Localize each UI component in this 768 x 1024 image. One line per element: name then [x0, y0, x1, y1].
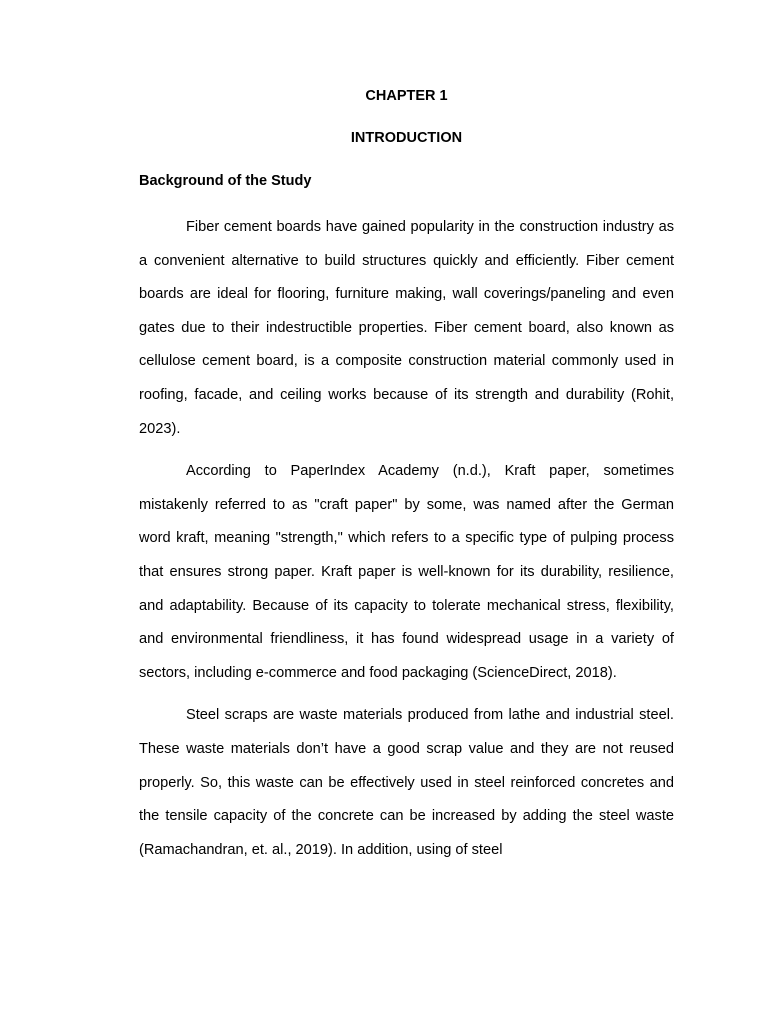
paragraph-kraft-paper: According to PaperIndex Academy (n.d.), Kraft paper, sometimes mistakenly referred to as "craft paper" by some, was named after the German word kraft, meaning "strength," which refers to a specific type of pulping process that ensures strong paper. Kraft paper is well-known for its durability, resilience, and adaptability. Because of its capacity to tolerate mechanical stress, flexibility, and environmental friendliness, it has found widespread usage in a variety of sectors, including e-commerce and food packaging (ScienceDirect, 2018). — [139, 463, 674, 681]
page-title: INTRODUCTION — [350, 130, 463, 146]
paragraph-fiber-cement: Fiber cement boards have gained popularity in the construction industry as a convenient alternative to build structures quickly and efficiently. Fiber cement boards are ideal for flooring, furniture making, wall coverings/paneling and even gates due to their indestructible properties. Fiber cement board, also known as cellulose cement board, is a composite construction material commonly used in roofing, facade, and ceiling works because of its strength and durability (Rohit, 2023). — [139, 219, 674, 437]
paragraph-steel-scraps: Steel scraps are waste materials produced from lathe and industrial steel. These waste materials don’t have a good scrap value and they are not reused properly. So, this waste can be effectively used in steel reinforced concretes and the tensile capacity of the concrete can be increased by adding the steel waste (Ramachandran, et. al., 2019). In addition, using of steel — [139, 707, 674, 858]
document-page — [139, 84, 674, 876]
section-heading: Background of the Study — [139, 173, 312, 189]
chapter-heading: CHAPTER 1 — [365, 88, 448, 104]
